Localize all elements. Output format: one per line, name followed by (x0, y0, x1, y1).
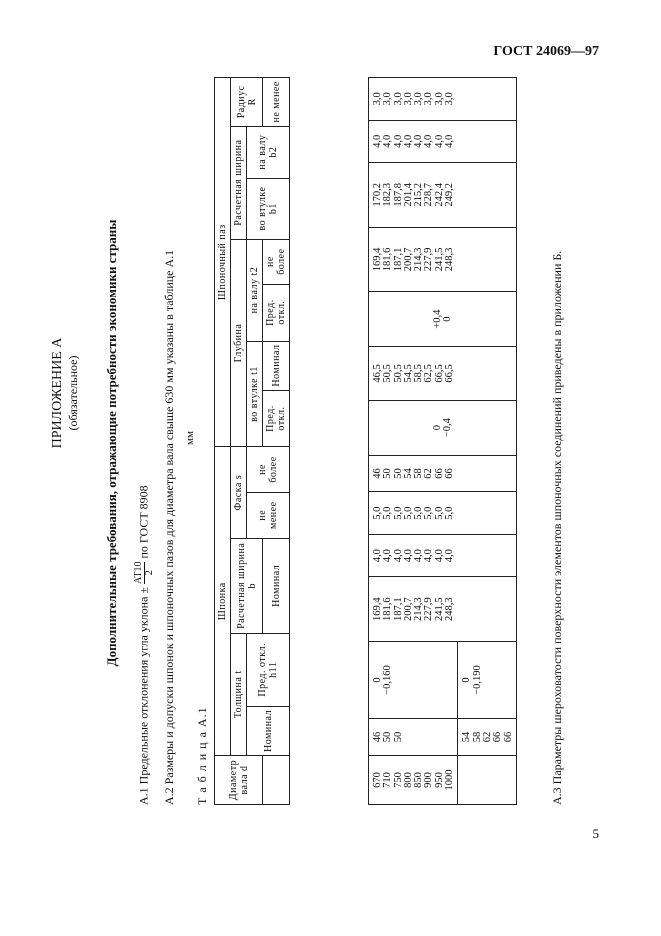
col-thickness: Толщина t (231, 633, 247, 755)
thick-values-a: 46 50 50 (369, 719, 458, 756)
calc-b-values: 169,4 181,6 187,1 200,7 214,3 227,9 241,5 248,3 (369, 577, 517, 642)
col-depth: Глубина (231, 239, 247, 447)
col-b2: на валу b2 (247, 126, 290, 178)
document-header: ГОСТ 24069—97 (493, 44, 599, 59)
thick-dev: Пред. откл. h11 (247, 633, 290, 706)
section-heading: Дополнительные требования, отражающие потребности экономики страны (104, 219, 119, 667)
paragraph-a1 (134, 485, 155, 805)
radius-max: не более (263, 239, 290, 284)
appendix-label: ПРИЛОЖЕНИЕ А (50, 337, 65, 449)
hub-dev-values: 0 −0,4 (369, 400, 517, 455)
chamfer-min: не менее (247, 492, 290, 538)
shaft-nominal-values: 46,5 50,5 50,5 54,5 58,5 62,5 66,5 66,5 (369, 347, 517, 401)
col-diameter: Диаметр вала d (215, 756, 263, 805)
hub-dev: Пред. откл. (263, 390, 290, 447)
b2-values: 170,2 182,3 187,8 201,4 215,2 228,7 242,4 249,2 (369, 163, 517, 228)
chamfer-max: не более (247, 447, 290, 492)
thick-nominal: Номинал (247, 706, 290, 755)
para1-text: А.1 Предельные отклонения угла уклона ± (136, 587, 151, 805)
hub-nominal-values: 46 50 50 54 58 62 66 66 (369, 455, 517, 492)
shaft-dev-values: +0,4 0 (369, 292, 517, 347)
shaft-dev: Пред. откл. (263, 284, 290, 341)
rotated-content (50, 33, 610, 853)
diam-spacer (458, 756, 516, 805)
col-calc-width: Расчетная ширина (231, 126, 247, 239)
fraction-den: 2 (144, 570, 155, 576)
paragraph-a3: А.3 Параметры шероховатости поверхности элементов шпоночных соединений приведены в приложении Б. (550, 250, 564, 805)
paragraph-a2: А.2 Размеры и допуски шпонок и шпоночных пазов для диаметра вала свыше 630 мм указаны в таблице А.1 (162, 249, 176, 805)
col-calc-b: Расчетная ширина b (231, 538, 263, 633)
thick-values-b: 54 58 62 66 66 (458, 719, 516, 756)
appendix-title (50, 293, 81, 493)
appendix-subtitle: (обязательное) (66, 355, 80, 431)
fraction-num: АТ10 (133, 561, 144, 584)
fraction (134, 562, 155, 584)
shaft-nominal: Номинал (263, 341, 290, 390)
spacer-cell (263, 756, 290, 805)
para1-ref: по ГОСТ 8908 (136, 485, 151, 559)
diam-values: 670 710 750 800 850 900 950 1000 (369, 756, 458, 805)
thick-dev-a: 0 −0,160 (369, 642, 458, 719)
col-chamfer: Фаска s (231, 447, 247, 538)
group-slot: Шпоночный паз (215, 78, 231, 447)
thick-dev-b: 0 −0,190 (458, 642, 516, 719)
radius-min: не менее (263, 78, 290, 127)
group-key: Шпонка (215, 447, 231, 756)
b1-values: 169,4 181,6 187,1 200,7 214,3 227,9 241,5 248,3 (369, 227, 517, 292)
chamfer-max-values: 5,0 5,0 5,0 5,0 5,0 5,0 5,0 5,0 (369, 492, 517, 534)
col-b1: во втулке b1 (247, 178, 290, 239)
unit-label: мм (184, 431, 196, 445)
chamfer-min-values: 4,0 4,0 4,0 4,0 4,0 4,0 4,0 4,0 (369, 534, 517, 576)
col-shaft: на валу t2 (247, 239, 263, 341)
table-a1 (214, 77, 290, 805)
col-radius: Радиус R (231, 78, 263, 127)
col-hub: во втулке t1 (247, 341, 263, 447)
radius-min-values: 3,0 3,0 3,0 3,0 3,0 3,0 3,0 3,0 (369, 78, 517, 121)
page-number: 5 (592, 826, 599, 841)
table-caption: Т а б л и ц а А.1 (195, 706, 209, 805)
radius-max-values: 4,0 4,0 4,0 4,0 4,0 4,0 4,0 4,0 (369, 120, 517, 162)
hub-nominal: Номинал (263, 538, 290, 633)
table-a1-body (368, 77, 517, 805)
